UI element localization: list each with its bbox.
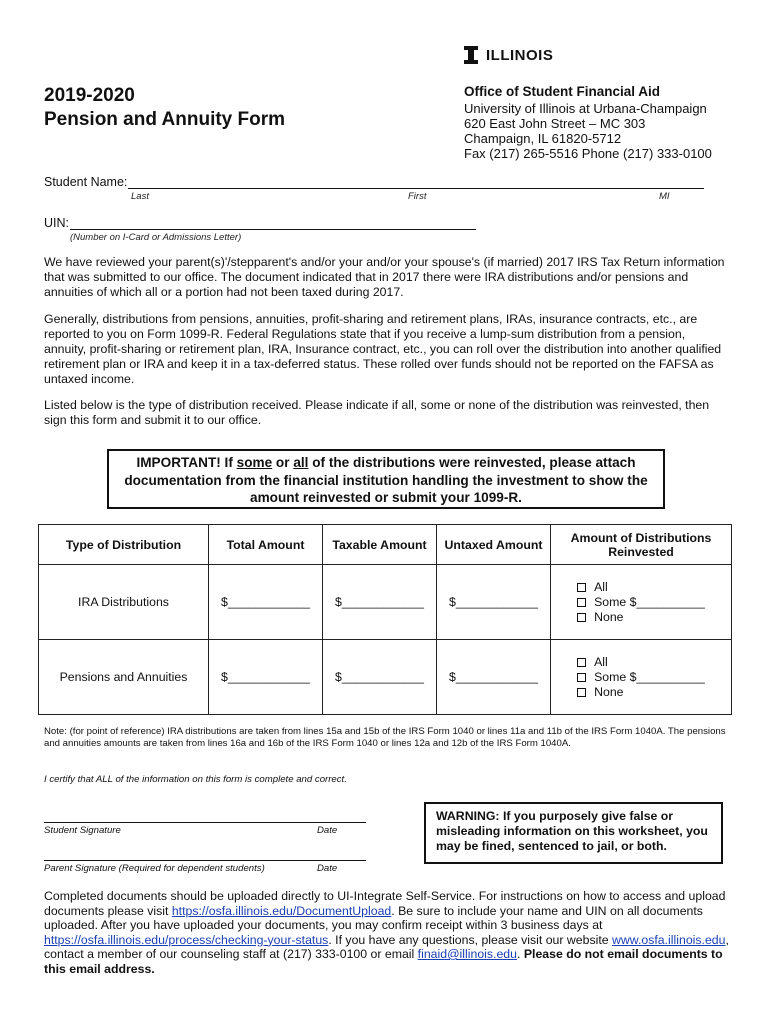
- illinois-logo: [464, 46, 553, 64]
- first-name-caption: First: [408, 191, 427, 202]
- checking-status-link[interactable]: https://osfa.illinois.edu/process/checking-your-status: [44, 932, 329, 947]
- checkbox-icon[interactable]: [577, 613, 586, 622]
- checkbox-icon[interactable]: [577, 598, 586, 607]
- page-title: [44, 84, 285, 132]
- untaxed-amount-field[interactable]: $____________: [437, 565, 551, 640]
- row-type: Pensions and Annuities: [39, 640, 209, 715]
- total-amount-field[interactable]: $____________: [209, 565, 323, 640]
- document-upload-link[interactable]: https://osfa.illinois.edu/DocumentUpload: [171, 903, 392, 918]
- upload-instructions: Completed documents should be uploaded directly to UI-Integrate Self-Service. For instructions on how to access and upload documents please visit https://osfa.illinois.edu/DocumentUpload. Be sure to include your name and UIN on all documents uploaded. After you have uploaded your documents, you may confirm receipt within 3 business days at https://osfa.illinois.edu/process/checking-your-status. If you have any questions, please visit our website www.osfa.illinois.edu, contact a member of our counseling staff at (217) 333-0100 or email finaid@illinois.edu. Please do not email documents to this email address.: [44, 889, 729, 976]
- block-i-icon: [464, 46, 478, 64]
- office-line: 620 East John Street – MC 303: [464, 116, 646, 131]
- middle-initial-caption: MI: [659, 191, 670, 202]
- reference-note: Note: (for point of reference) IRA distributions are taken from lines 15a and 15b of the IRS Form 1040 or lines 11a and 11b of the IRS Form 1040A. The pensions and annuities amounts are taken from lines 16a and 16b of the IRS Form 1040 or lines 12a and 12b of the IRS Form 1040A.: [44, 726, 726, 749]
- header-total: Total Amount: [209, 525, 323, 565]
- reinvested-options: [551, 565, 732, 640]
- parent-signature-line[interactable]: [44, 860, 366, 874]
- header-taxable: Taxable Amount: [323, 525, 437, 565]
- uin-row: [44, 216, 476, 230]
- student-date-label: Date: [317, 825, 338, 836]
- uin-field[interactable]: [70, 216, 476, 230]
- email-link[interactable]: finaid@illinois.edu: [417, 947, 517, 961]
- office-name: Office of Student Financial Aid: [464, 84, 661, 99]
- warning-box: WARNING: If you purposely give false or misleading information on this worksheet, you may be fined, sentenced to jail, or both.: [424, 802, 723, 864]
- header-type: Type of Distribution: [39, 525, 209, 565]
- total-amount-field[interactable]: $____________: [209, 640, 323, 715]
- checkbox-icon[interactable]: [577, 658, 586, 667]
- row-type: IRA Distributions: [39, 565, 209, 640]
- office-line: Champaign, IL 61820-5712: [464, 131, 622, 146]
- taxable-amount-field[interactable]: $____________: [323, 640, 437, 715]
- important-notice: IMPORTANT! If some or all of the distributions were reinvested, please attach documentation from the financial institution handling the investment to show the amount reinvested or submit your 1099-R.: [107, 449, 665, 509]
- student-name-row: [44, 175, 704, 189]
- student-name-field[interactable]: [128, 175, 704, 189]
- student-name-label: Student Name:: [44, 175, 128, 189]
- intro-paragraph: We have reviewed your parent(s)'/stepparent's and/or your and/or your spouse's (if married) 2017 IRS Tax Return information that was submitted to our office. The document indicated that in 2017 there were IRA distributions and/or pensions and annuities of which all or a portion had not been taxed during 2017.: [44, 255, 725, 299]
- option-all[interactable]: All: [577, 655, 705, 670]
- title-form-name: Pension and Annuity Form: [44, 109, 286, 130]
- table-row: [39, 640, 732, 715]
- office-line: Fax (217) 265-5516 Phone (217) 333-0100: [464, 146, 712, 161]
- important-all: all: [293, 455, 309, 470]
- office-address: [464, 84, 712, 161]
- table-row: [39, 565, 732, 640]
- untaxed-amount-field[interactable]: $____________: [437, 640, 551, 715]
- certification-statement: I certify that ALL of the information on this form is complete and correct.: [44, 774, 347, 785]
- no-email-warning: Please do not email documents to this email address.: [44, 947, 723, 976]
- option-all[interactable]: All: [577, 580, 705, 595]
- checkbox-icon[interactable]: [577, 583, 586, 592]
- last-name-caption: Last: [131, 191, 149, 202]
- header-untaxed: Untaxed Amount: [437, 525, 551, 565]
- option-none[interactable]: None: [577, 685, 705, 700]
- important-some: some: [236, 455, 273, 470]
- checkbox-icon[interactable]: [577, 688, 586, 697]
- uin-label: UIN:: [44, 216, 69, 230]
- taxable-amount-field[interactable]: $____________: [323, 565, 437, 640]
- office-line: University of Illinois at Urbana-Champaign: [464, 101, 707, 116]
- logo-text: ILLINOIS: [486, 46, 554, 64]
- option-some[interactable]: Some $__________: [577, 670, 705, 685]
- parent-date-label: Date: [317, 863, 338, 874]
- option-none[interactable]: None: [577, 610, 705, 625]
- instructions-paragraph: Listed below is the type of distribution received. Please indicate if all, some or none of the distribution was reinvested, then sign this form and submit it to our office.: [44, 398, 710, 427]
- student-signature-line[interactable]: [44, 822, 366, 836]
- table-header-row: [39, 525, 732, 565]
- parent-signature-label: Parent Signature (Required for dependent students): [44, 863, 265, 874]
- title-year: 2019-2020: [44, 85, 135, 106]
- student-signature-label: Student Signature: [44, 825, 121, 836]
- header-reinvested: Amount of Distributions Reinvested: [551, 525, 732, 565]
- regulations-paragraph: Generally, distributions from pensions, annuities, profit-sharing and retirement plans, IRAs, insurance contracts, etc., are reported to you on Form 1099-R. Federal Regulations state that if you receive a lump-sum distribution from a pension, annuity, profit-sharing or retirement plan, IRA, Insurance contract, etc., you can roll over the distribution into another qualified retirement plan or IRA and keep it in a tax-deferred status. These rolled over funds should not be reported on the FAFSA as untaxed income.: [44, 312, 722, 386]
- uin-hint: (Number on I-Card or Admissions Letter): [70, 232, 242, 243]
- reinvested-options: [551, 640, 732, 715]
- checkbox-icon[interactable]: [577, 673, 586, 682]
- website-link[interactable]: www.osfa.illinois.edu: [612, 932, 726, 947]
- option-some[interactable]: Some $__________: [577, 595, 705, 610]
- distribution-table: [38, 524, 732, 715]
